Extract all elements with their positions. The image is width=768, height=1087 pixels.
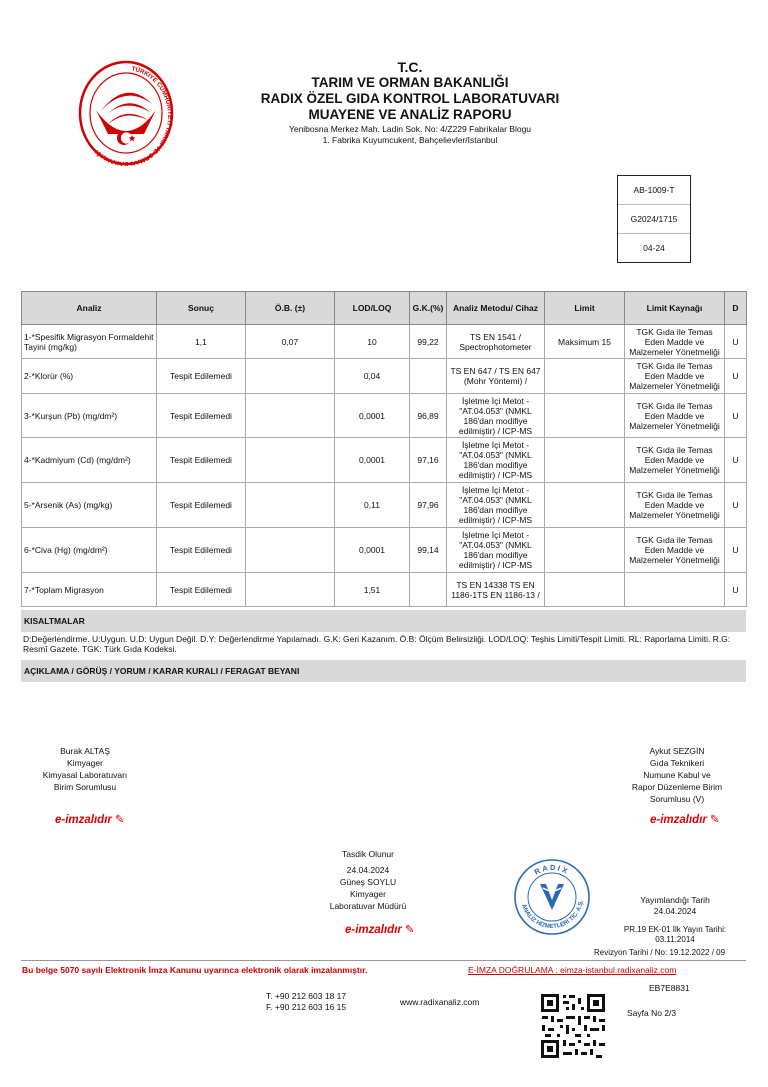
cell: 6-*Civa (Hg) (mg/dm²) bbox=[22, 528, 157, 573]
remarks-title: AÇIKLAMA / GÖRÜŞ / YORUM / KARAR KURALI / FERAGAT BEYANI bbox=[21, 660, 746, 682]
cell: Tespit Edilemedi bbox=[157, 438, 246, 483]
cell: 0,04 bbox=[335, 359, 410, 394]
report-header bbox=[200, 60, 620, 146]
pen-icon: ✎ bbox=[114, 814, 125, 826]
cell: TGK Gıda ile Temas Eden Madde ve Malzemeler Yönetmeliği bbox=[625, 528, 725, 573]
esign-label: e-imzalıdır bbox=[650, 814, 707, 826]
contact-phones bbox=[266, 991, 346, 1013]
ref-code-2: G2024/1715 bbox=[618, 205, 690, 234]
signer-title: Rapor Düzenleme Birim bbox=[631, 782, 723, 792]
page-number: Sayfa No 2/3 bbox=[627, 1008, 677, 1018]
report-title: MUAYENE VE ANALİZ RAPORU bbox=[308, 107, 512, 122]
esign-right bbox=[650, 812, 720, 826]
col-header: D bbox=[725, 292, 747, 325]
cell: Tespit Edilemedi bbox=[157, 573, 246, 607]
cell: 4-*Kadmiyum (Cd) (mg/dm²) bbox=[22, 438, 157, 483]
signer-name: Burak ALTAŞ bbox=[60, 746, 110, 756]
signer-title: Numune Kabul ve bbox=[643, 770, 711, 780]
col-header: LOD/LOQ bbox=[335, 292, 410, 325]
esign-center bbox=[345, 922, 415, 936]
cell: 0,11 bbox=[335, 483, 410, 528]
signer-title: Kimyasal Laboratuvarı bbox=[42, 770, 128, 780]
signer-title: Birim Sorumlusu bbox=[53, 782, 117, 792]
cell: U bbox=[725, 359, 747, 394]
col-header: Sonuç bbox=[157, 292, 246, 325]
cell: 0,0001 bbox=[335, 394, 410, 438]
pen-icon: ✎ bbox=[404, 924, 415, 936]
publication-date: 24.04.2024 bbox=[653, 906, 697, 916]
ref-code-1: AB-1009-T bbox=[618, 176, 690, 205]
cell bbox=[545, 573, 625, 607]
cell: TGK Gıda ile Temas Eden Madde ve Malzemeler Yönetmeliği bbox=[625, 483, 725, 528]
cell: TS EN 14338 TS EN 1186-1TS EN 1186-13 / bbox=[447, 573, 545, 607]
signer-name: Aykut SEZGİN bbox=[649, 746, 705, 756]
cell bbox=[545, 359, 625, 394]
signer-title: Sorumlusu (V) bbox=[649, 794, 705, 804]
table-row bbox=[22, 325, 747, 359]
verification-code: EB7E8831 bbox=[649, 983, 690, 993]
table-row bbox=[22, 528, 747, 573]
table-row bbox=[22, 483, 747, 528]
cell: 3-*Kurşun (Pb) (mg/dm²) bbox=[22, 394, 157, 438]
cell bbox=[246, 573, 335, 607]
publication-label: Yayımlandığı Tarih bbox=[640, 895, 710, 905]
abbreviations-text: D:Değerlendirme. U:Uygun. U.D: Uygun Değil. D.Y: Değerlendirme Yapılamadı. G.K: Geri Kazanım. Ö.B: Ölçüm Belirsizliği. LOD/LOQ: Teşhis Limiti/Tespit Limiti. RL: Raporlama Limiti. R.G: Resmî Gazete. TGK: Türk Gıda Kodeksi. bbox=[23, 634, 731, 654]
cell bbox=[545, 483, 625, 528]
fax: F. +90 212 603 16 15 bbox=[266, 1002, 347, 1012]
form-id: PR.19 EK-01 İlk Yayın Tarihi: bbox=[623, 925, 727, 934]
company-stamp bbox=[513, 858, 591, 936]
cell: 99,22 bbox=[410, 325, 447, 359]
cell: 0,0001 bbox=[335, 528, 410, 573]
signature-left bbox=[20, 745, 150, 793]
esign-label: e-imzalıdır bbox=[345, 924, 402, 936]
cell: U bbox=[725, 438, 747, 483]
cell: 97,16 bbox=[410, 438, 447, 483]
reference-box bbox=[617, 175, 691, 263]
esign-label: e-imzalıdır bbox=[55, 814, 112, 826]
cell: 1,1 bbox=[157, 325, 246, 359]
first-publish-date: 03.11.2014 bbox=[655, 935, 695, 944]
lab-title: RADIX ÖZEL GIDA KONTROL LABORATUVARI bbox=[260, 91, 560, 106]
cell: 7-*Toplam Migrasyon bbox=[22, 573, 157, 607]
cell bbox=[545, 528, 625, 573]
cell: TGK Gıda ile Temas Eden Madde ve Malzemeler Yönetmeliği bbox=[625, 325, 725, 359]
table-header-row bbox=[22, 292, 747, 325]
cell: TGK Gıda ile Temas Eden Madde ve Malzemeler Yönetmeliği bbox=[625, 359, 725, 394]
cell bbox=[246, 528, 335, 573]
cell: TGK Gıda ile Temas Eden Madde ve Malzemeler Yönetmeliği bbox=[625, 438, 725, 483]
cell: Tespit Edilemedi bbox=[157, 528, 246, 573]
cell bbox=[410, 359, 447, 394]
cell: 0,07 bbox=[246, 325, 335, 359]
cell: İşletme İçi Metot - "AT.04.053" (NMKL 186'dan modifiye edilmiştir) / ICP-MS bbox=[447, 438, 545, 483]
cell: İşletme İçi Metot - "AT.04.053" (NMKL 186'dan modifiye edilmiştir) / ICP-MS bbox=[447, 394, 545, 438]
col-header: Limit bbox=[545, 292, 625, 325]
approval-date: 24.04.2024 bbox=[346, 865, 390, 875]
ministry-logo bbox=[78, 60, 174, 166]
cell: TGK Gıda ile Temas Eden Madde ve Malzemeler Yönetmeliği bbox=[625, 394, 725, 438]
signer-title: Laboratuvar Müdürü bbox=[329, 901, 407, 911]
esign-verify-link[interactable]: E-İMZA DOĞRULAMA : eimza-istanbul.radixanaliz.com bbox=[468, 965, 677, 975]
results-table bbox=[21, 291, 747, 607]
approval-label: Tasdik Olunur bbox=[342, 849, 394, 859]
cell: U bbox=[725, 573, 747, 607]
cell: TS EN 647 / TS EN 647 (Mohr Yöntemi) / bbox=[447, 359, 545, 394]
cell: 2-*Klorür (%) bbox=[22, 359, 157, 394]
cell bbox=[246, 483, 335, 528]
table-row bbox=[22, 438, 747, 483]
cell: 99,14 bbox=[410, 528, 447, 573]
stamp-bottom-text: ANALİZ HİZMETLERİ TİC. A.Ş. bbox=[519, 899, 585, 931]
address-line-2: 1. Fabrika Kuyumcukent, Bahçelievler/Istanbul bbox=[322, 135, 498, 145]
tc-title: T.C. bbox=[397, 59, 423, 75]
cell bbox=[625, 573, 725, 607]
signature-center bbox=[308, 848, 428, 912]
form-info bbox=[600, 925, 750, 945]
publication-info bbox=[600, 895, 750, 917]
ministry-title: TARIM VE ORMAN BAKANLIĞI bbox=[311, 75, 509, 90]
address-line-1: Yenibosna Merkez Mah. Ladin Sok. No: 4/Z229 Fabrikalar Blogu bbox=[288, 124, 532, 134]
cell: İşletme İçi Metot - "AT.04.053" (NMKL 186'dan modifiye edilmiştir) / ICP-MS bbox=[447, 528, 545, 573]
cell: TS EN 1541 / Spectrophotometer bbox=[447, 325, 545, 359]
logo-ring-text: TÜRKİYE CUMHURİYETİ TARIM VE ORMAN BAKANLIĞI bbox=[93, 65, 173, 166]
col-header: Limit Kaynağı bbox=[625, 292, 725, 325]
esign-left bbox=[55, 812, 125, 826]
cell: Tespit Edilemedi bbox=[157, 359, 246, 394]
cell bbox=[545, 438, 625, 483]
cell: Tespit Edilemedi bbox=[157, 483, 246, 528]
cell: 97,96 bbox=[410, 483, 447, 528]
table-row bbox=[22, 359, 747, 394]
signer-title: Kimyager bbox=[350, 889, 386, 899]
col-header: G.K.(%) bbox=[410, 292, 447, 325]
website-link[interactable]: www.radixanaliz.com bbox=[400, 997, 480, 1007]
cell: 0,0001 bbox=[335, 438, 410, 483]
cell bbox=[545, 394, 625, 438]
signer-title: Gıda Teknikeri bbox=[649, 758, 705, 768]
col-header: Ö.B. (±) bbox=[246, 292, 335, 325]
cell bbox=[410, 573, 447, 607]
cell: 96,89 bbox=[410, 394, 447, 438]
cell: 10 bbox=[335, 325, 410, 359]
signature-right bbox=[614, 745, 740, 805]
footer-divider bbox=[21, 960, 746, 961]
svg-text:RADIX bbox=[533, 863, 571, 877]
cell bbox=[246, 438, 335, 483]
cell: İşletme İçi Metot - "AT.04.053" (NMKL 186'dan modifiye edilmiştir) / ICP-MS bbox=[447, 483, 545, 528]
pen-icon: ✎ bbox=[709, 814, 720, 826]
cell: Maksimum 15 bbox=[545, 325, 625, 359]
qr-code[interactable] bbox=[539, 992, 607, 1060]
signer-name: Güneş SOYLU bbox=[339, 877, 397, 887]
cell: 1-*Spesifik Migrasyon Formaldehit Tayini (mg/kg) bbox=[22, 325, 157, 359]
abbreviations-title: KISALTMALAR bbox=[21, 610, 746, 632]
cell: Tespit Edilemedi bbox=[157, 394, 246, 438]
cell: U bbox=[725, 325, 747, 359]
cell: U bbox=[725, 528, 747, 573]
phone: T. +90 212 603 18 17 bbox=[266, 991, 347, 1001]
cell: U bbox=[725, 394, 747, 438]
ref-code-3: 04-24 bbox=[643, 243, 665, 253]
cell bbox=[246, 359, 335, 394]
col-header: Analiz bbox=[22, 292, 157, 325]
stamp-top-text: RADIX bbox=[532, 862, 571, 877]
col-header: Analiz Metodu/ Cihaz bbox=[447, 292, 545, 325]
cell bbox=[246, 394, 335, 438]
cell: 1,51 bbox=[335, 573, 410, 607]
signer-title: Kimyager bbox=[67, 758, 103, 768]
table-row bbox=[22, 394, 747, 438]
legal-notice: Bu belge 5070 sayılı Elektronik İmza Kanunu uyarınca elektronik olarak imzalanmıştır. bbox=[22, 965, 368, 975]
cell: U bbox=[725, 483, 747, 528]
revision-info: Revizyon Tarihi / No: 19.12.2022 / 09 bbox=[594, 948, 726, 957]
cell: 5-*Arsenik (As) (mg/kg) bbox=[22, 483, 157, 528]
table-row bbox=[22, 573, 747, 607]
